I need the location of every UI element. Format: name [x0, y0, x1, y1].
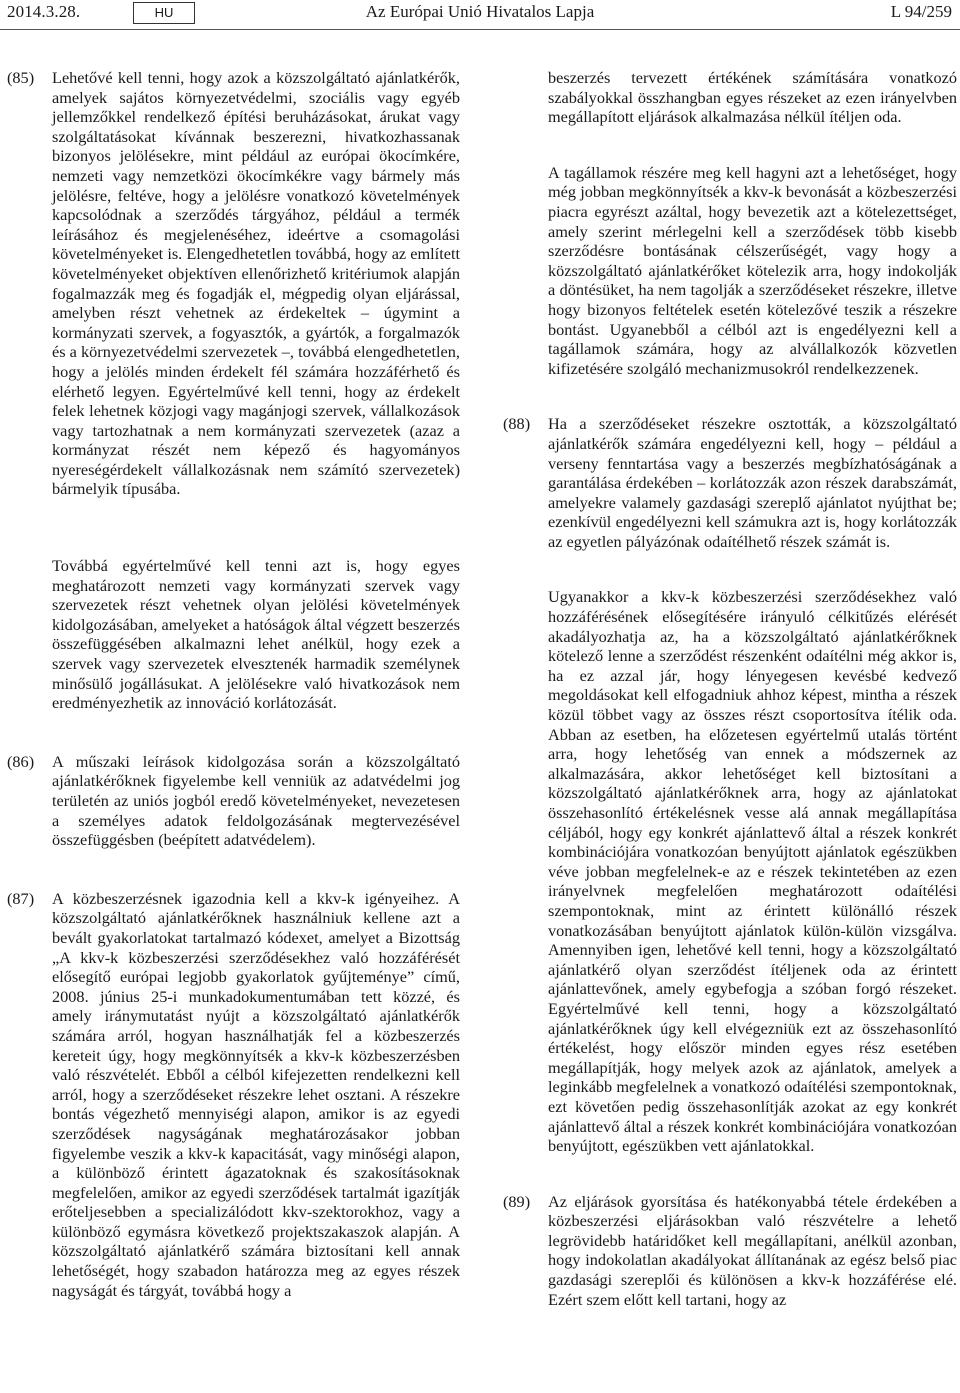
- recital-89: [503, 1192, 957, 1310]
- recital-88: [503, 414, 957, 1155]
- recital-number: (85): [7, 68, 35, 87]
- left-column: [7, 68, 460, 1300]
- right-column: [503, 68, 957, 1309]
- recital-87-continued: [503, 68, 957, 378]
- item-spacer: [7, 850, 460, 889]
- recital-87: [7, 889, 460, 1300]
- recital-paragraph: Az eljárások gyorsítása és hatékonyabbá tétele érdekében a közbeszerzési eljárásokban való részvételre a lehető legrövidebb határidőket kell megállapítani, anélkül azonban, hogy indokolatlan akadályokat állítanának az egész belső piac gazdasági szereplői és különösen a kkv-k hozzáférése elé. Ezért szem előtt kell tartani, hogy az: [548, 1191, 957, 1309]
- recital-paragraph: beszerzés tervezett értékének számítására vonatkozó szabályokkal összhangban egyes részeket az ezen irányelvben megállapított eljárások alkalmazása nélkül ítéljen oda.: [548, 68, 957, 127]
- recital-paragraph: A tagállamok részére meg kell hagyni azt a lehetőséget, hogy még jobban megkönnyítsék a kkv-k bevonását a közbeszerzési piacra egyrészt azáltal, hogy bevezetik azt a kötelezettséget, amely szerint mérlegelni kell a szerződések több kisebb szerződésre bontásának célszerűségét, vagy hogy a közszolgáltató ajánlatkérőket kötelezik arra, hogy indokolják a döntésüket, ha nem tagolják a szerződéseket részekre, illetve hogy bizonyos feltételek esetén kötelezővé teszik a részekre bontást. Ugyanebből a célból azt is engedélyezni kell a tagállamok számára, hogy az alvállalkozók közvetlen kifizetésére szolgáló mechanizmusokról rendelkezzenek.: [548, 162, 957, 378]
- recital-number: (86): [7, 751, 35, 771]
- paragraph-spacer: [52, 499, 460, 556]
- recital-number: (87): [7, 888, 35, 908]
- journal-title: Az Európai Unió Hivatalos Lapja: [365, 2, 595, 21]
- recital-paragraph: Ha a szerződéseket részekre osztották, a közszolgáltató ajánlatkérők számára engedélyezni kell, hogy – például a verseny fenntartása vagy a beszerzés megbízhatóságának a garantálása érdekében – korlátozzák azon részek darabszámát, amelyekre valamely gazdasági szereplő ajánlatot nyújthat be; ezenkívül engedélyezni kell számukra azt is, hogy korlátozzák az egyetlen pályázónak odaítélhető részek számát is.: [548, 414, 957, 551]
- language-badge: HU: [133, 2, 195, 24]
- page-reference: L 94/259: [890, 2, 952, 21]
- item-spacer: [7, 713, 460, 752]
- recital-86: [7, 752, 460, 850]
- recital-number: (88): [503, 414, 531, 434]
- paragraph-spacer: [548, 127, 957, 163]
- header-divider: [0, 29, 960, 30]
- item-spacer: [503, 378, 957, 414]
- recital-paragraph: Továbbá egyértelművé kell tenni azt is, hogy egyes meghatározott nemzeti vagy kormányzati szervek vagy szervezetek részt vehetnek olyan jelölési követelmények kidolgozásában, amelyeket a hatóságok által végzett beszerzés összefüggésében alkalmazni lehet anélkül, hogy ezek a szervek vagy szervezetek elvesztenék harmadik személynek minősülő jogállásukat. A jelölésekre való hivatkozások nem eredményezhetik az innováció korlátozását.: [52, 556, 460, 713]
- recital-85: [7, 68, 460, 713]
- item-spacer: [503, 1156, 957, 1192]
- publication-date: 2014.3.28.: [7, 2, 81, 21]
- recital-paragraph: Ugyanakkor a kkv-k közbeszerzési szerződésekhez való hozzáférésének elősegítésére irányuló célkitűzés elérését akadályozhatja az, ha a közszolgáltató ajánlatkérőknek kötelező lenne a szerződést részenként odaítélni még akkor is, ha ez azzal jár, hogy lényegesen kevésbé kedvező megoldásokat kell elfogadniuk ahhoz képest, mintha a részek közül többet vagy az összes részt csoportosítva ítélik oda. Abban az esetben, ha előzetesen egyértelmű utalás történt arra, hogy lehetőség van ennek a módszernek az alkalmazására, akkor lehetőséget kell biztosítani a közszolgáltató ajánlatkérőknek arra, hogy az ajánlatokat összehasonlító értékelésnek vesse alá annak megállapítása céljából, hogy egy konkrét ajánlattevő által a részek konkrét kombinációjára vonatkozóan benyújtott ajánlatok egészükben véve jobban megfelelnek-e az e részek tekintetében az ezen irányelvnek megfelelően meghatározott odaítélési szempontoknak, mint az érintett különálló részek vonatkozásában benyújtott ajánlatok külön-külön vizsgálva. Amennyiben igen, lehetővé kell tenni, hogy a közszolgáltató ajánlatkérő olyan szerződést ítéljenek oda az érintett ajánlattevőnek, amely egybefogja a szóban forgó részeket. Egyértelművé kell tenni, hogy a közszolgáltató ajánlatkérőknek úgy kell elvégezniük ezt az összehasonlító értékelést, hogy először minden egyes rész esetében megállapítják, hogy melyek azok az ajánlatok, amelyek a leginkább megfelelnek a vonatkozó odaítélési szempontoknak, ezt követően pedig összehasonlítják azokat az egy konkrét ajánlattevő által a részek konkrét kombinációjára vonatkozóan benyújtott, egészükben vett ajánlatokkal.: [548, 587, 957, 1156]
- recital-paragraph: A közbeszerzésnek igazodnia kell a kkv-k igényeihez. A közszolgáltató ajánlatkérőknek használniuk kellene azt a bevált gyakorlatokat tartalmazó kódexet, amelyet a Bizottság „A kkv-k közbeszerzési szerződésekhez való hozzáférését elősegítő európai legjobb gyakorlatok gyűjteménye” című, 2008. június 25-i munkadokumentumában tett közzé, és amely iránymutatást nyújt a közszolgáltató ajánlatkérők számára arról, hogyan használhatják fel a közbeszerzés kereteit úgy, hogy megkönnyítsék a kkv-k közbeszerzésben való részvételét. Ebből a célból kifejezetten rendelkezni kell arról, hogy a szerződéseket részekre lehet osztani. A részekre bontás végezhető mennyiségi alapon, amikor is az egyedi szerződések nagyságának meghatározásakor jobban figyelembe veszik a kkv-k kapacitását, vagy minőségi alapon, a különböző érintett ágazatoknak és szakosításoknak megfelelően, amikor az egyedi szerződések tartalmát igazítják erőteljesebben a specializálódott kkv-szektorokhoz, vagy a különböző egymásra következő projektszakaszok alapján. A közszolgáltató ajánlatkérő számára biztosítani kell annak lehetőségét, hogy szabadon határozza meg az egyes részek nagyságát és tárgyát, továbbá hogy a: [52, 888, 460, 1300]
- recital-number: (89): [503, 1191, 531, 1211]
- recital-paragraph: Lehetővé kell tenni, hogy azok a közszolgáltató ajánlatkérők, amelyek sajátos környezetvédelmi, szociális vagy egyéb jellemzőkkel rendelkező építési beruházásokat, árukat vagy szolgáltatásokat kívánnak beszerezni, hivatkozhassanak bizonyos jelölésekre, mint például az európai ökocímkére, nemzeti vagy nemzetközi ökocímkékre vagy bármely más jelölésre, feltéve, hogy a jelölésre vonatkozó követelmények kapcsolódnak a szerződés tárgyához, például a termék leírásához és megjelenéséhez, ideértve a csomagolási követelményeket is. Elengedhetetlen továbbá, hogy az említett követelményeket objektíven ellenőrizhető kritériumok alapján fogalmazzák meg és fogadják el, mégpedig olyan eljárással, amelyben részt vehetnek az érdekeltek – úgymint a kormányzati szervek, a fogyasztók, a gyártók, a forgalmazók és a környezetvédelmi szervezetek –, továbbá elengedhetetlen, hogy a jelölés minden érdekelt fél számára hozzáférhető és elérhető legyen. Egyértelművé kell tenni, hogy az érdekelt felek lehetnek közjogi vagy magánjogi szervek, vállalkozások vagy tartozhatnak a nem kormányzati szervezetek (azaz a kormányzat részét nem képező és hagyományos nyereségérdekelt vállalkozásnak nem számító szervezetek) bármelyik típusába.: [52, 68, 460, 499]
- paragraph-spacer: [548, 551, 957, 587]
- page-header: [0, 0, 960, 34]
- recital-paragraph: A műszaki leírások kidolgozása során a közszolgáltató ajánlatkérőknek figyelembe kell venniük az adatvédelmi jog területén az uniós jogból eredő követelményeket, nevezetesen a személyes adatok feldolgozásának megtervezésével összefüggésben (beépített adatvédelem).: [52, 751, 460, 850]
